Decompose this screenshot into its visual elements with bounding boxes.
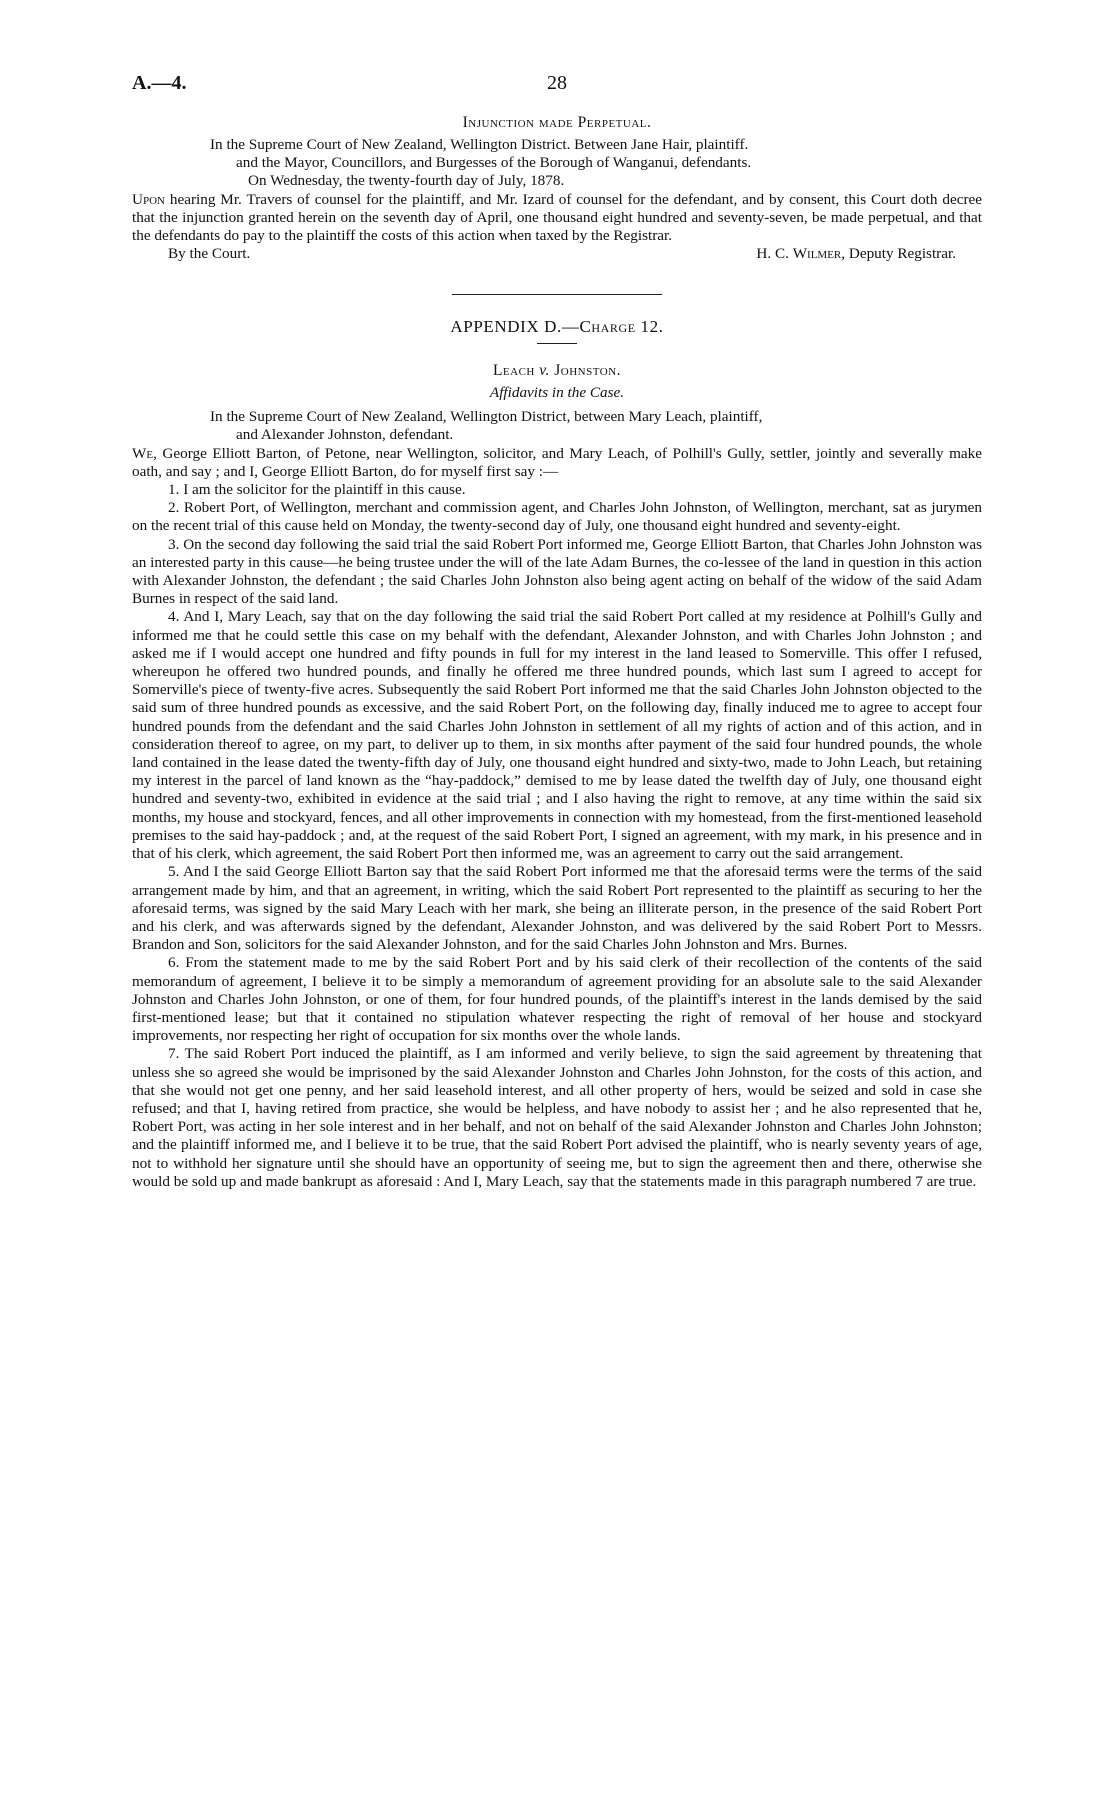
injunction-section [132,114,982,264]
document-reference: A.—4. [132,72,187,94]
case-defendant: Johnston. [554,362,622,380]
injunction-court-line: In the Supreme Court of New Zealand, Wellington District. Between Jane Hair, plaintiff. [210,136,749,153]
injunction-body [132,191,982,246]
injunction-date-line: On Wednesday, the twenty-fourth day of July, 1878. [248,172,565,190]
appendix-title [132,317,982,337]
appendix-section [132,317,982,1191]
signature-name: Wilmer [792,245,842,263]
case-subtitle: Affidavits in the Case. [489,384,625,402]
by-the-court: By the Court. [168,245,251,263]
affidavit-paragraph-3: 3. On the second day following the said trial the said Robert Port informed me, George Elliott Barton, that Charles John Johnston was an interested party in this cause—he being trustee under the will of the late Adam Burnes, the co-lessee of the land in question in this action with Alexander Johnston, the defendant ; the said Charles John Johnston also being agent acting on behalf of the widow of the said Adam Burnes in respect of the said land. [132,535,982,608]
page-header [132,72,982,106]
affidavit-paragraph-6: 6. From the statement made to me by the said Robert Port and by his said clerk of their recollection of the contents of the said memorandum of agreement, I believe it to be simply a memorandum of agreement providing for an absolute sale to the said Alexander Johnston and Charles John Johnston, or one of them, for four hundred pounds, of the plaintiff's interest in the lands demised by the said first-mentioned lease; but that it contained no stipulation whatever respecting the right of removal of her house and stockyard improvements, nor respecting her right of occupation for six months over the whole lands. [132,954,982,1045]
injunction-parties-line: and the Mayor, Councillors, and Burgesses of the Borough of Wanganui, defendants. [236,154,752,172]
affidavit-paragraph-2: 2. Robert Port, of Wellington, merchant and commission agent, and Charles John Johnston, of Wellington, merchant, sat as jurymen on the recent trial of this cause held on Monday, the twenty-second day of July, one thousand eight hundred and seventy-eight. [132,499,982,535]
injunction-title: Injunction made Perpetual. [462,114,652,131]
injunction-body-text: hearing Mr. Travers of counsel for the plaintiff, and Mr. Izard of counsel for the defendant, and by consent, this Court doth decree that the injunction granted herein on the seventh day of April, one thousand eight hundred and seventy-seven, be made perpetual, and that the defendants do pay to the plaintiff the costs of this action when taxed by the Registrar. [132,190,982,245]
case-versus: v. [534,362,555,380]
affidavit-paragraph-1: 1. I am the solicitor for the plaintiff in this cause. [168,481,466,499]
appendix-rule [537,343,577,344]
section-divider [452,294,662,295]
affidavit-paragraph-5: 5. And I the said George Elliott Barton say that the said Robert Port informed me that the aforesaid terms were the terms of the said arrangement made by him, and that an agreement, in writing, which the said Robert Port represented to the plaintiff as securing to her the aforesaid terms, was signed by the said Mary Leach with her mark, she being an illiterate person, in the presence of the said Robert Port and his clerk, and was afterwards signed by the defendant, Alexander Johnston, and was delivered by the said Robert Port to Messrs. Brandon and Son, solicitors for the said Alexander Johnston, and for the said Charles John Johnston and Mrs. Burnes. [132,863,982,954]
case-plaintiff: Leach [492,362,535,380]
injunction-body-lead: Upon [132,190,165,208]
appendix-title-main: APPENDIX D.— [450,317,580,337]
signature-title: , Deputy Registrar. [841,245,956,263]
signature-initials: H. C. [756,245,793,263]
case-title [132,362,982,380]
registrar-signature [756,245,956,263]
appendix-title-charge: Charge 12. [579,317,664,337]
affidavit-intro-lead: We [132,444,154,462]
affidavit-paragraph-4: 4. And I, Mary Leach, say that on the day following the said trial the said Robert Port called at my residence at Polhill's Gully and informed me that he could settle this case on my behalf with the defendant, Alexander Johnston, and with Charles John Johnston ; and asked me if I would accept one hundred and fifty pounds in full for my interest in the land leased to Somerville. This offer I refused, whereupon he offered two hundred pounds, and finally he offered me three hundred pounds, which last sum I agreed to accept for Somerville's piece of twenty-five acres. Subsequently the said Robert Port informed me that the said Charles John Johnston objected to the said sum of three hundred pounds as excessive, and the said Robert Port, on the following day, finally induced me to agree to accept four hundred pounds from the defendant and the said Charles John Johnston in settlement of all my rights of action and of this action, and in consideration thereof to agree, on my part, to deliver up to them, in six months after payment of the said four hundred pounds, the whole land contained in the lease dated the twenty-fifth day of July, one thousand eight hundred and sixty-two, made to John Leach, but retaining my interest in the parcel of land known as the “hay-paddock,” demised to me by lease dated the twelfth day of July, one thousand eight hundred and seventy-two, exhibited in evidence at the said trial ; and I also having the right to remove, at any time within the said six months, my house and stockyard, fences, and all other improvements in connection with my homestead, from the first-mentioned leasehold premises to the said hay-paddock ; and, at the request of the said Robert Port, I signed an agreement, with my mark, in his presence and in that of his clerk, which agreement, the said Robert Port then informed me, was an agreement to carry out the said arrangement. [132,608,982,863]
affidavit-intro [132,445,982,481]
appendix-court-line-2: and Alexander Johnston, defendant. [236,426,454,444]
injunction-signature-row [132,245,982,264]
page-number: 28 [547,72,567,94]
appendix-court-line: In the Supreme Court of New Zealand, Wellington District, between Mary Leach, plaintiff, [210,408,763,426]
affidavit-paragraph-7: 7. The said Robert Port induced the plaintiff, as I am informed and verily believe, to sign the said agreement by threatening that unless she so agreed she would be imprisoned by the said Alexander Johnston and Charles John Johnston, for the costs of this action, and that she would not get one penny, and her said leasehold interest, and all other property of hers, would be seized and sold in case she refused; and that I, having retired from practice, she would be helpless, and have nobody to assist her ; and he also represented that he, Robert Port, was acting in her sole interest and in her behalf, and not on behalf of the said Alexander Johnston and Charles John Johnston; and the plaintiff informed me, and I believe it to be true, that the said Robert Port advised the plaintiff, who is nearly seventy years of age, not to withhold her signature until she should have an opportunity of seeing me, but to sign the agreement then and there, otherwise she would be sold up and made bankrupt as aforesaid : And I, Mary Leach, say that the statements made in this paragraph numbered 7 are true. [132,1045,982,1190]
affidavit-intro-text: , George Elliott Barton, of Petone, near Wellington, solicitor, and Mary Leach, of Polhill's Gully, settler, jointly and severally make oath, and say ; and I, George Elliott Barton, do for myself first say :— [132,444,982,480]
